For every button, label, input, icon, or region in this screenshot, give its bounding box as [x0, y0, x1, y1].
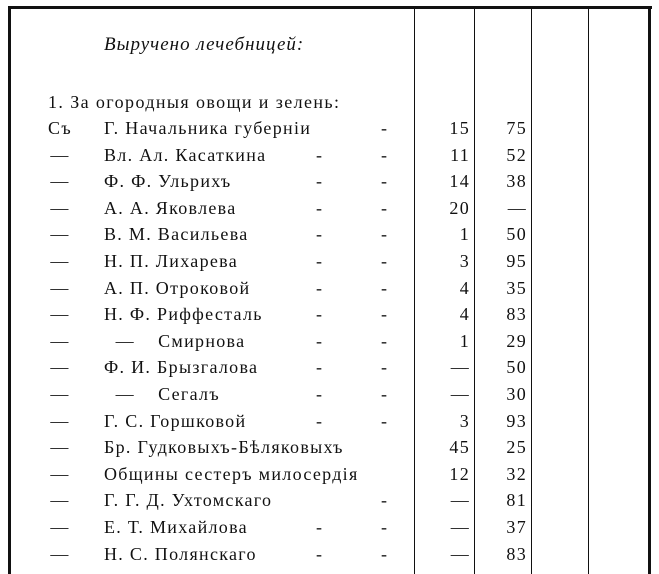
row-rub: 15 — [449, 118, 470, 138]
row-rub: — — [450, 543, 470, 564]
row-lead1: - — [316, 171, 324, 192]
row-lead2: - — [381, 171, 389, 192]
row-kop: 81 — [506, 490, 527, 511]
table-row — [0, 198, 659, 224]
row-name: Н. Ф. Риффесталь — [104, 304, 263, 325]
row-lead2: - — [381, 251, 389, 271]
row-rub: 45 — [449, 437, 470, 458]
row-name: Вл. Ал. Касаткина — [104, 144, 267, 165]
row-kop: 95 — [506, 251, 527, 271]
row-prefix: — — [50, 410, 70, 431]
row-prefix: — — [50, 171, 70, 192]
section-heading: 1. За огородныя овощи и зелень: — [48, 92, 341, 112]
row-lead2: - — [381, 144, 389, 165]
row-name: А. П. Отроковой — [104, 277, 251, 298]
row-kop: 83 — [506, 304, 527, 325]
top-rule — [8, 6, 652, 9]
row-lead1: - — [316, 197, 324, 218]
row-name: Г. Начальника губерніи — [104, 118, 312, 138]
table-row — [0, 464, 659, 490]
row-prefix: — — [50, 144, 70, 165]
table-row — [0, 544, 659, 570]
row-lead2: - — [381, 517, 389, 537]
row-prefix: — — [50, 330, 70, 351]
row-prefix: — — [50, 304, 70, 325]
row-lead1: - — [316, 517, 324, 537]
row-name: Е. Т. Михайлова — [104, 517, 248, 537]
row-prefix: — — [50, 277, 70, 298]
row-prefix: — — [50, 384, 70, 404]
row-name: В. М. Васильева — [104, 224, 249, 245]
row-name: Н. С. Полянскаго — [104, 543, 257, 564]
row-rub: 1 — [459, 224, 470, 245]
row-name: — Смирнова — [104, 330, 246, 351]
table-row — [0, 118, 659, 144]
row-prefix: — — [50, 224, 70, 245]
row-prefix: — — [50, 251, 70, 271]
row-lead1: - — [316, 277, 324, 298]
row-rub: 4 — [459, 304, 470, 325]
heading: Выручено лечебницей: — [104, 34, 305, 55]
row-lead1: - — [316, 543, 324, 564]
row-prefix: — — [50, 490, 70, 511]
row-name: Н. П. Лихарева — [104, 251, 239, 271]
table-row — [0, 411, 659, 437]
row-name: Бр. Гудковыхъ-Бѣляковыхъ — [104, 437, 344, 458]
table-row — [0, 145, 659, 171]
row-rub: — — [450, 517, 470, 537]
row-lead2: - — [381, 118, 389, 138]
row-kop: 29 — [506, 330, 527, 351]
row-lead1: - — [316, 224, 324, 245]
row-lead1: - — [316, 304, 324, 325]
table-row — [0, 357, 659, 383]
table-row — [0, 517, 659, 543]
table-row — [0, 224, 659, 250]
row-lead2: - — [381, 277, 389, 298]
row-prefix: — — [50, 463, 70, 484]
row-lead2: - — [381, 384, 389, 404]
row-lead2: - — [381, 224, 389, 245]
row-kop: 32 — [506, 463, 527, 484]
row-name: Общины сестеръ милосердія — [104, 463, 359, 484]
row-name: Г. С. Горшковой — [104, 410, 247, 431]
row-prefix: — — [50, 357, 70, 378]
row-prefix: Съ — [48, 118, 72, 138]
row-lead1: - — [316, 410, 324, 431]
table-row — [0, 251, 659, 277]
row-prefix: — — [50, 197, 70, 218]
row-rub: 20 — [449, 197, 470, 218]
row-rub: 12 — [449, 463, 470, 484]
row-rub: — — [450, 490, 470, 511]
row-rub: 11 — [450, 144, 470, 165]
row-lead2: - — [381, 543, 389, 564]
row-lead1: - — [316, 251, 324, 271]
row-lead2: - — [381, 304, 389, 325]
row-kop: 50 — [506, 224, 527, 245]
row-prefix: — — [50, 437, 70, 458]
table-row — [0, 384, 659, 410]
row-kop: 50 — [506, 357, 527, 378]
row-lead1: - — [316, 384, 324, 404]
table-row — [0, 437, 659, 463]
row-lead2: - — [381, 357, 389, 378]
row-kop: — — [507, 197, 527, 218]
table-row — [0, 331, 659, 357]
row-rub: 4 — [459, 277, 470, 298]
row-lead2: - — [381, 197, 389, 218]
row-name: Г. Г. Д. Ухтомскаго — [104, 490, 273, 511]
row-rub: 14 — [449, 171, 470, 192]
row-prefix: — — [50, 517, 70, 537]
table-row — [0, 171, 659, 197]
row-rub: 3 — [459, 410, 470, 431]
row-name: Ф. Ф. Ульрихъ — [104, 171, 232, 192]
row-lead2: - — [381, 330, 389, 351]
row-kop: 75 — [506, 118, 527, 138]
table-row — [0, 304, 659, 330]
row-name: А. А. Яковлева — [104, 197, 237, 218]
row-kop: 25 — [506, 437, 527, 458]
row-kop: 37 — [506, 517, 527, 537]
table-row — [0, 490, 659, 516]
row-lead2: - — [381, 490, 389, 511]
row-prefix: — — [50, 543, 70, 564]
row-rub: — — [450, 357, 470, 378]
row-kop: 93 — [506, 410, 527, 431]
row-name: Ф. И. Брызгалова — [104, 357, 259, 378]
row-kop: 83 — [506, 543, 527, 564]
row-rub: 1 — [459, 330, 470, 351]
row-lead1: - — [316, 330, 324, 351]
row-kop: 35 — [506, 277, 527, 298]
row-rub: — — [450, 384, 470, 404]
table-row — [0, 278, 659, 304]
row-name: — Сегалъ — [104, 384, 220, 404]
row-lead1: - — [316, 357, 324, 378]
row-lead2: - — [381, 410, 389, 431]
row-lead1: - — [316, 144, 324, 165]
row-kop: 38 — [506, 171, 527, 192]
row-kop: 52 — [506, 144, 527, 165]
row-rub: 3 — [459, 251, 470, 271]
row-kop: 30 — [506, 384, 527, 404]
